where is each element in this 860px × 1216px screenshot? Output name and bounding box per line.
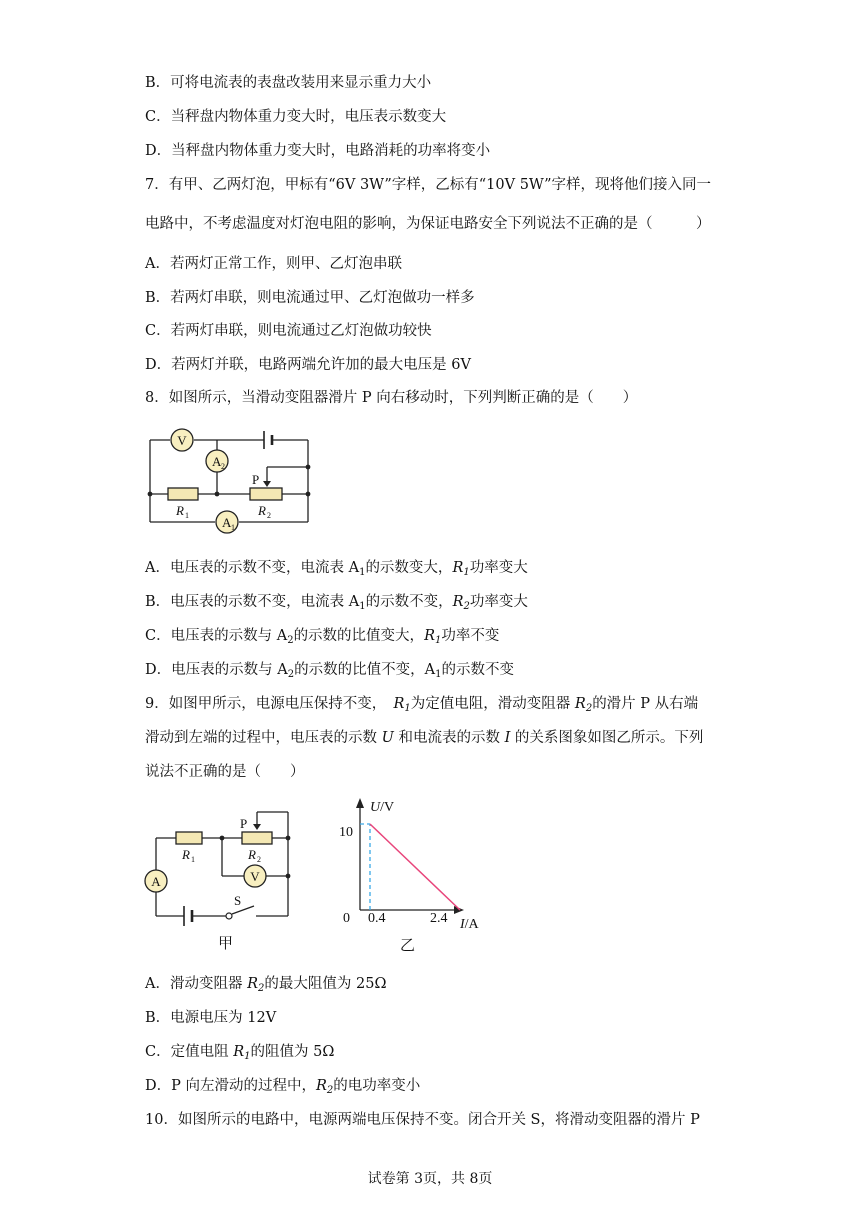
- q9-caption-jia: 甲: [218, 936, 234, 952]
- x-axis-unit: /A: [464, 917, 479, 932]
- q9-r2-label: R: [248, 847, 256, 862]
- q9-stem-line3: 说法不正确的是（ ）: [145, 764, 305, 780]
- q7-option-d: D．若两灯并联，电路两端允许加的最大电压是 6V: [145, 357, 471, 373]
- origin-label: 0: [343, 911, 350, 926]
- q8-ammeter2-label: A: [212, 454, 222, 469]
- q8-r1-label: R: [176, 503, 184, 518]
- q7-stem-line2: 电路中，不考虑温度对灯泡电阻的影响，为保证电路安全下列说法不正确的是（ ）: [145, 216, 711, 232]
- q10-stem: 10．如图所示的电路中，电源两端电压保持不变。闭合开关 S，将滑动变阻器的滑片 P: [145, 1112, 700, 1128]
- q6-option-d: D．当秤盘内物体重力变大时，电路消耗的功率将变小: [145, 143, 491, 159]
- q9-circuit-jia: [140, 806, 300, 956]
- q7-option-c: C．若两灯串联，则电流通过乙灯泡做功较快: [145, 323, 432, 339]
- q7-stem-line1: 7．有甲、乙两灯泡，甲标有“6V 3W”字样，乙标有“10V 5W”字样，现将他们接入同一: [145, 177, 712, 193]
- svg-text:1: 1: [231, 523, 235, 532]
- series-line-0: [370, 824, 460, 910]
- svg-text:2: 2: [267, 511, 271, 520]
- q9-slider-label: P: [240, 816, 248, 831]
- q8-r2-label: R: [258, 503, 266, 518]
- y-axis-unit: /V: [380, 800, 395, 815]
- q9-stem-line1: 9．如图甲所示，电源电压保持不变， $R_1$为定值电阻，滑动变阻器 $R_2$的滑片 P 从右端: [145, 696, 699, 714]
- page-footer: 试卷第 3页，共 8页: [367, 1171, 493, 1187]
- svg-text:2: 2: [257, 855, 261, 864]
- x-tick-0-4: 0.4: [368, 911, 386, 926]
- q8-slider-label: P: [252, 472, 260, 487]
- q9-option-b: B．电源电压为 12V: [145, 1010, 277, 1026]
- svg-text:1: 1: [191, 855, 195, 864]
- q6-option-b: B．可将电流表的表盘改装用来显示重力大小: [145, 75, 432, 91]
- q9-option-a: A．滑动变阻器 $R_2$的最大阻值为 25Ω: [145, 976, 387, 994]
- q8-option-c: C．电压表的示数与 $A_2$的示数的比值变大，$R_1$功率不变: [145, 628, 500, 646]
- q9-r1-label: R: [182, 847, 190, 862]
- q9-caption-yi: 乙: [400, 938, 416, 954]
- q9-voltmeter-label: V: [250, 869, 260, 884]
- q8-ammeter1-label: A: [222, 515, 232, 530]
- q8-option-a: A．电压表的示数不变，电流表 $A_1$的示数变大，$R_1$功率变大: [145, 560, 528, 578]
- q8-stem: 8．如图所示，当滑动变阻器滑片 P 向右移动时，下列判断正确的是（ ）: [145, 390, 638, 406]
- q9-stem-line2: 滑动到左端的过程中，电压表的示数 U 和电流表的示数 I 的关系图象如图乙所示。下列: [145, 730, 704, 746]
- q8-option-d: D．电压表的示数与 $A_2$的示数的比值不变，$A_1$的示数不变: [145, 662, 514, 680]
- q9-option-c: C．定值电阻 $R_1$的阻值为 5Ω: [145, 1044, 335, 1062]
- q9-graph-yi: [330, 794, 500, 954]
- q7-option-b: B．若两灯串联，则电流通过甲、乙灯泡做功一样多: [145, 290, 475, 306]
- svg-text:I/A: [459, 917, 480, 932]
- q8-voltmeter-label: V: [177, 433, 187, 448]
- svg-text:1: 1: [185, 511, 189, 520]
- y-axis-var: U: [370, 800, 381, 815]
- x-axis-var: I: [460, 917, 465, 932]
- x-tick-2-4: 2.4: [430, 911, 448, 926]
- svg-text:2: 2: [221, 462, 225, 471]
- q6-option-c: C．当秤盘内物体重力变大时，电压表示数变大: [145, 109, 447, 125]
- q8-circuit-diagram: [140, 420, 320, 540]
- y-tick-10: 10: [339, 825, 353, 840]
- svg-text:U/V: [370, 800, 394, 815]
- q9-ammeter-label: A: [151, 874, 161, 889]
- q8-option-b: B．电压表的示数不变，电流表 $A_1$的示数不变，$R_2$功率变大: [145, 594, 528, 612]
- q9-switch-label: S: [234, 893, 242, 908]
- q7-option-a: A．若两灯正常工作，则甲、乙灯泡串联: [145, 256, 402, 272]
- q9-option-d: D．P 向左滑动的过程中，$R_2$的电功率变小: [145, 1078, 421, 1096]
